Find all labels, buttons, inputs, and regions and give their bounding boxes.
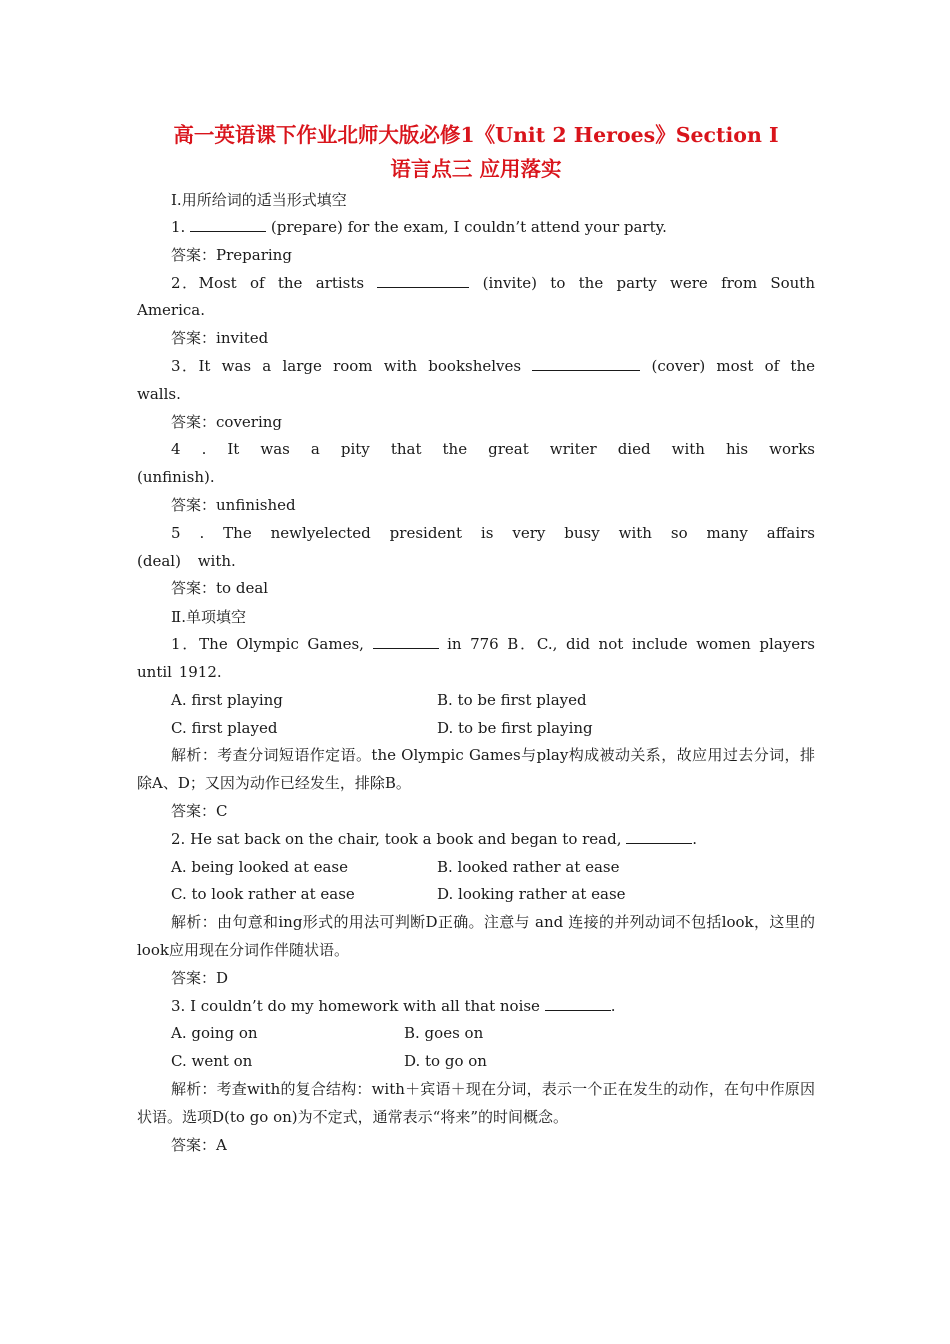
answer-blank [190,217,266,232]
s2-q2-options-row-2 [137,881,815,909]
option-a: A. going on [171,1024,258,1043]
s2-q1-options-row-1 [137,687,815,715]
section-1-heading: Ⅰ.用所给词的适当形式填空 [171,191,347,209]
answer-blank [545,996,611,1011]
s1-question-3: 3．It was a large room with bookshelves (cover) most of the walls. [137,356,815,403]
s1-answer-3: 答案：covering [171,412,283,431]
answer-blank [377,273,469,288]
s2-q1-answer: 答案：C [171,801,228,820]
s1-question-5: 5 . The newlyelected president is very busy with so many affairs (deal) with. [137,523,815,570]
option-b: B. goes on [404,1024,484,1043]
s1-question-1: 1. (prepare) for the exam, I couldn’t attend your party. [171,218,667,236]
s1-answer-2: 答案：invited [171,329,269,348]
s2-q3-options-row-2 [137,1048,815,1076]
option-c: C. first played [171,718,278,737]
s2-q3-options-row-1 [137,1020,815,1048]
s1-question-2: 2．Most of the artists (invite) to the party were from South America. [137,273,815,320]
option-d: D. to go on [404,1052,487,1071]
s2-q3-answer: 答案：A [171,1135,227,1154]
section-2-heading: Ⅱ.单项填空 [171,608,246,627]
s2-question-1: 1．The Olympic Games, in 776 B．C., did not include women players until 1912. [137,635,815,681]
s2-q1-analysis: 解析：考查分词短语作定语。the Olympic Games与play构成被动关系，故应用过去分词，排除A、D；又因为动作已经发生，排除B。 [137,746,815,793]
s1-answer-4: 答案：unfinished [171,495,296,514]
option-a: A. being looked at ease [171,857,349,876]
option-d: D. to be first playing [437,718,593,737]
s2-question-3: 3. I couldn’t do my homework with all that noise . [171,996,616,1015]
s1-question-4: 4 . It was a pity that the great writer died with his works (unfinish). [137,440,815,487]
s2-q2-options-row-1 [137,854,815,882]
title-line-1: 高一英语课下作业北师大版必修1《Unit 2 Heroes》Section Ⅰ [173,123,779,147]
answer-blank [373,634,439,649]
s2-q3-analysis: 解析：考查with的复合结构：with＋宾语＋现在分词，表示一个正在发生的动作，在句中作原因状语。选项D(to go on)为不定式，通常表示“将来”的时间概念。 [137,1079,815,1126]
document-title [137,118,815,186]
option-d: D. looking rather at ease [437,885,626,904]
document-page [137,118,815,1159]
answer-blank [532,356,640,371]
s2-q2-analysis: 解析：由句意和ing形式的用法可判断D正确。注意与 and 连接的并列动词不包括look，这里的look应用现在分词作伴随状语。 [137,913,815,959]
s2-q2-answer: 答案：D [171,968,229,987]
option-c: C. to look rather at ease [171,885,355,904]
option-a: A. first playing [171,690,283,709]
s1-answer-1: 答案：Preparing [171,245,292,264]
option-b: B. looked rather at ease [437,857,620,876]
answer-blank [626,829,692,844]
option-b: B. to be first played [437,690,587,709]
option-c: C. went on [171,1052,253,1071]
s2-q1-options-row-2 [137,715,815,743]
title-line-2: 语言点三 应用落实 [390,157,562,181]
s1-answer-5: 答案：to deal [171,579,269,598]
s2-question-2: 2. He sat back on the chair, took a book and began to read, . [171,829,698,848]
